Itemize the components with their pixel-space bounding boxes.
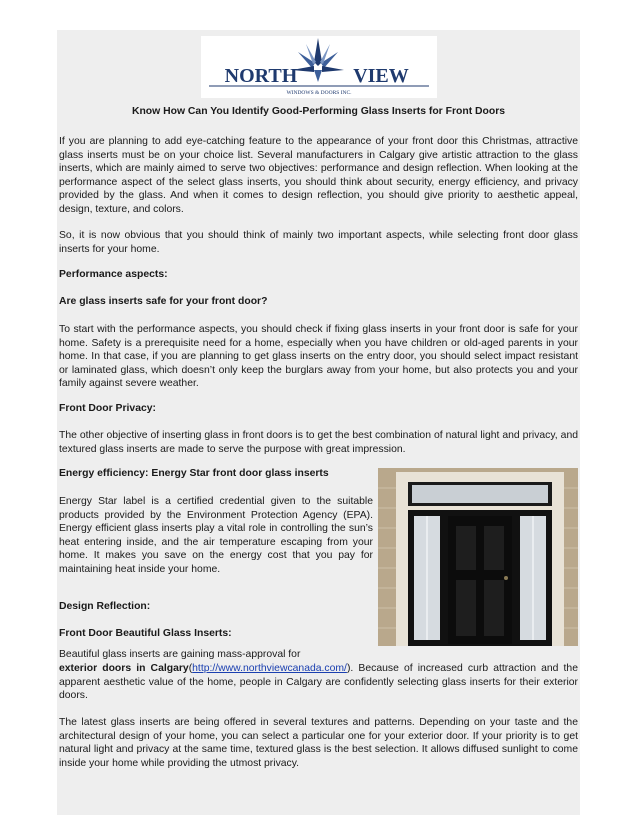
heading-safe: Are glass inserts safe for your front door? bbox=[59, 296, 268, 307]
article-title: Know How Can You Identify Good-Performing Glass Inserts for Front Doors bbox=[131, 106, 506, 117]
paragraph-energy: Energy Star label is a certified credential given to the suitable products provided by the Environment Protection Agency (EPA). Energy efficient glass inserts play a vital role in controlling the sun’s heat entering inside, and the air temperature escaping from your home. It makes you save on the energy cost that you pay for maintaining heat inside your home. bbox=[59, 496, 373, 575]
heading-performance: Performance aspects: bbox=[59, 269, 168, 280]
compass-star-icon bbox=[292, 38, 344, 82]
logo-word-view: VIEW bbox=[353, 65, 409, 87]
paragraph-privacy: The other objective of inserting glass in front doors is to get the best combination of natural light and privacy, and textured glass inserts are made to serve the purpose with great impression. bbox=[59, 430, 578, 455]
link-paren-open: ( bbox=[188, 663, 193, 674]
document-page bbox=[57, 30, 580, 815]
heading-design: Design Reflection: bbox=[59, 601, 151, 612]
front-door-photo bbox=[378, 468, 578, 646]
logo-word-north: NORTH bbox=[224, 65, 298, 87]
heading-energy: Energy efficiency: Energy Star front door glass inserts bbox=[59, 468, 329, 479]
logo-graphic bbox=[201, 36, 437, 98]
paragraph-two-aspects: So, it is now obvious that you should think of mainly two important aspects, while selecting front door glass inserts for your home. bbox=[59, 230, 578, 255]
paragraph-intro: If you are planning to add eye-catching feature to the appearance of your front door this Christmas, attractive glass inserts must be on your choice list. Several manufacturers in Calgary give artistic attraction to the glass inserts, which are mainly aimed to serve two objectives: performance and design reflection. When looking at the performance aspect of the select glass inserts, you should think about security, energy efficiency, and privacy provided by the glass. And when it comes to design reflection, you should give priority to aesthetic appeal, design, texture, and colors. bbox=[59, 136, 578, 215]
north-view-logo bbox=[201, 36, 437, 98]
paragraph-beautiful-line1: Beautiful glass inserts are gaining mass-approval for bbox=[59, 649, 301, 660]
paragraph-safety: To start with the performance aspects, you should check if fixing glass inserts in your front door is safe for your home. Safety is a prerequisite need for a home, especially when you have children or old-aged parents in your home. In that case, if you are planning to get glass inserts on the entry door, you should select impact resistant or laminated glass, which doesn’t only keep the burglars away from your home, but also protects you and your family against severe weather. bbox=[59, 324, 578, 390]
door-illustration bbox=[378, 468, 578, 646]
logo-tagline: WINDOWS & DOORS INC. bbox=[286, 90, 352, 96]
link-paren-close: ). bbox=[346, 663, 354, 674]
paragraph-beautiful-rest: Because of increased curb attraction and the apparent aesthetic value of the home, people in Calgary are confidently selecting glass inserts for their exterior doors. bbox=[59, 663, 578, 702]
paragraph-latest: The latest glass inserts are being offered in several textures and patterns. Depending on your taste and the architectural design of your home, you can select a particular one for your exterior door. If your priority is to get natural light and privacy at the same time, textured glass is the best selection. It allows diffused sunlight to come inside your home while providing the utmost privacy. bbox=[59, 717, 578, 769]
heading-privacy: Front Door Privacy: bbox=[59, 403, 156, 414]
bold-exterior-doors: exterior doors in Calgary bbox=[59, 663, 189, 674]
heading-beautiful: Front Door Beautiful Glass Inserts: bbox=[59, 628, 232, 639]
paragraph-beautiful bbox=[59, 662, 578, 703]
northview-link[interactable]: http://www.northviewcanada.com/ bbox=[192, 663, 347, 674]
